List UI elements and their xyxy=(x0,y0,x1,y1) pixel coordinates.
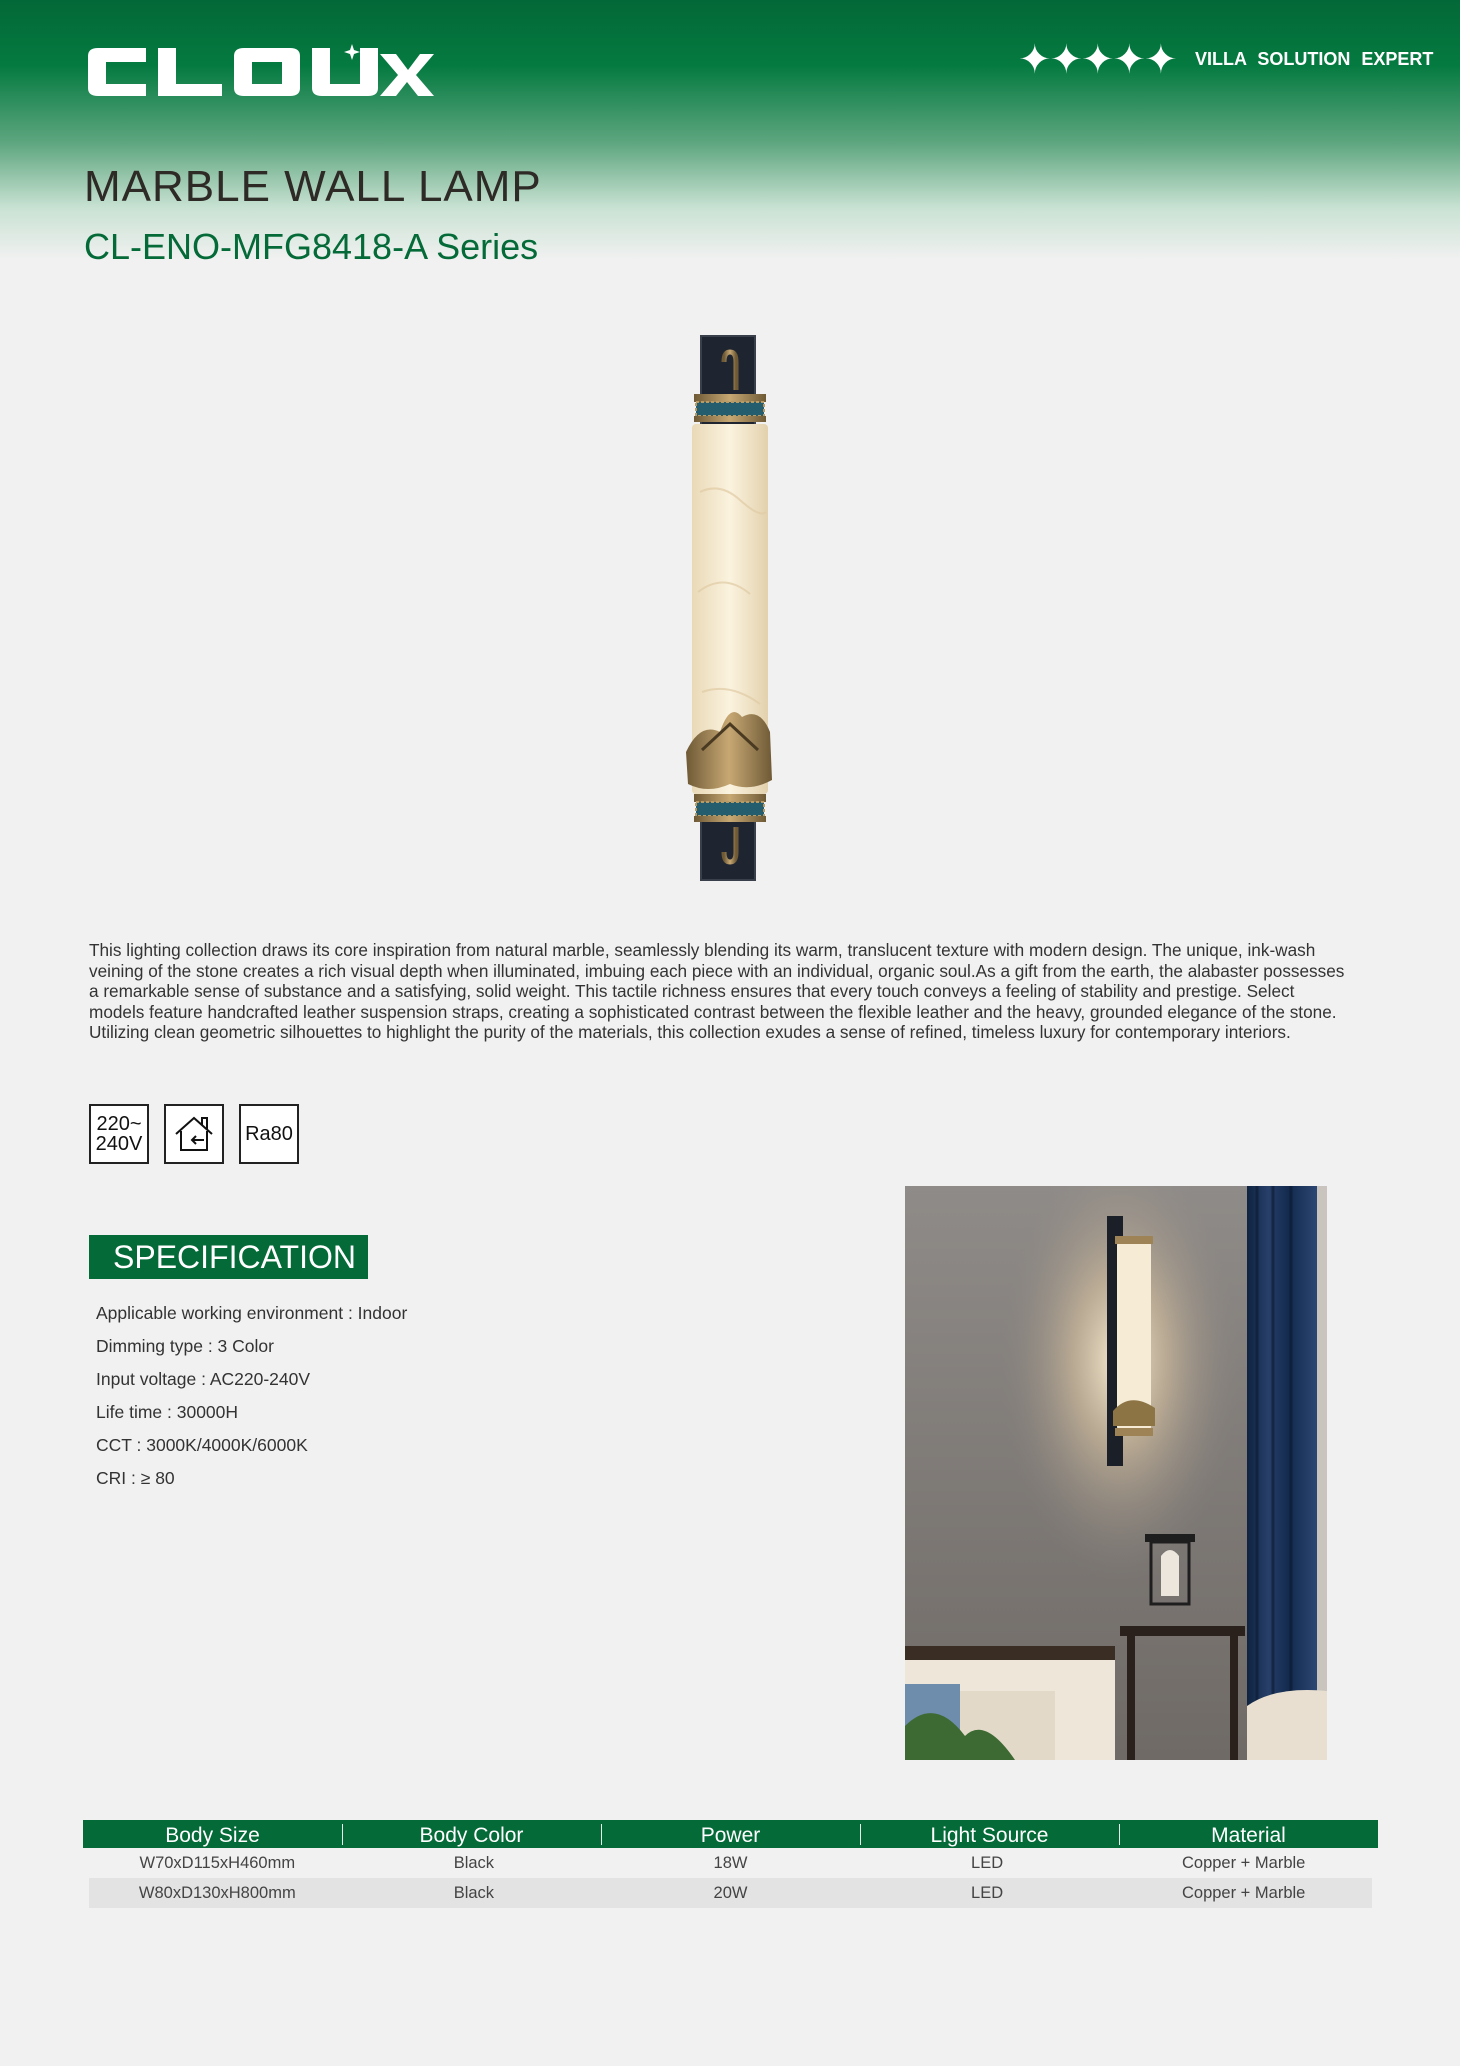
spec-item: Life time : 30000H xyxy=(96,1402,239,1422)
table-row xyxy=(89,1848,1372,1878)
col-header: Light Source xyxy=(860,1820,1119,1848)
table-cell: LED xyxy=(971,1854,1004,1872)
spec-item: Dimming type : 3 Color xyxy=(96,1336,274,1356)
product-description: This lighting collection draws its core inspiration from natural marble, seamlessly blending its warm, translucent texture with modern design. The unique, ink-wash veining of the stone creates a rich visual depth when illuminated, imbuing each piece with an individual, organic soul.As a gift from the earth, the alabaster possesses a remarkable sense of substance and a satisfying, solid weight. This tactile richness ensures that every touch conveys a feeling of stability and prestige. Select models feature handcrafted leather suspension straps, creating a sophisticated contrast between the flexible leather and the heavy, grounded elegance of the stone. Utilizing clean geometric silhouettes to highlight the purity of the materials, this collection exudes a sense of refined, timeless luxury for contemporary interiors. xyxy=(89,940,1345,1043)
spec-item: Applicable working environment : Indoor xyxy=(96,1303,408,1323)
table-cell: Black xyxy=(453,1884,495,1902)
table-cell: Copper + Marble xyxy=(1181,1884,1306,1902)
specification-list xyxy=(96,1303,407,1501)
table-cell: W80xD130xH800mm xyxy=(138,1884,296,1902)
variants-table xyxy=(83,1820,1378,1908)
table-cell: 20W xyxy=(713,1884,748,1902)
product-lamp-image xyxy=(680,332,780,884)
product-series: CL-ENO-MFG8418-A Series xyxy=(84,226,539,267)
product-title: MARBLE WALL LAMP xyxy=(84,162,542,211)
indoor-badge xyxy=(164,1104,224,1164)
col-header: Body Size xyxy=(165,1824,260,1847)
rating-stars: ✦✦✦✦✦ xyxy=(1018,38,1176,82)
spec-item: Input voltage : AC220-240V xyxy=(96,1369,311,1389)
spec-item: CRI : ≥ 80 xyxy=(96,1468,175,1488)
col-header: Body Color xyxy=(342,1820,601,1848)
table-row xyxy=(89,1878,1372,1908)
cri-badge xyxy=(239,1104,299,1164)
tagline: VILLA SOLUTION EXPERT xyxy=(1195,49,1434,69)
table-cell: W70xD115xH460mm xyxy=(139,1854,296,1872)
voltage-line1: 220~ xyxy=(96,1113,142,1135)
table-header xyxy=(83,1820,1378,1848)
spec-item: CCT : 3000K/4000K/6000K xyxy=(96,1435,308,1455)
indoor-house-icon xyxy=(170,1112,218,1156)
table-cell: LED xyxy=(971,1884,1004,1902)
table-cell: Copper + Marble xyxy=(1181,1854,1306,1872)
room-scene-photo xyxy=(905,1186,1327,1760)
table-cell: Black xyxy=(453,1854,495,1872)
header-band xyxy=(0,0,1460,260)
table-cell: 18W xyxy=(713,1854,748,1872)
voltage-badge xyxy=(89,1104,149,1164)
cri-label: Ra80 xyxy=(245,1123,293,1145)
voltage-line2: 240V xyxy=(95,1133,143,1155)
brand-logo xyxy=(84,44,434,100)
col-header: Material xyxy=(1119,1820,1378,1848)
specification-heading: SPECIFICATION xyxy=(89,1235,368,1279)
col-header: Power xyxy=(601,1820,860,1848)
